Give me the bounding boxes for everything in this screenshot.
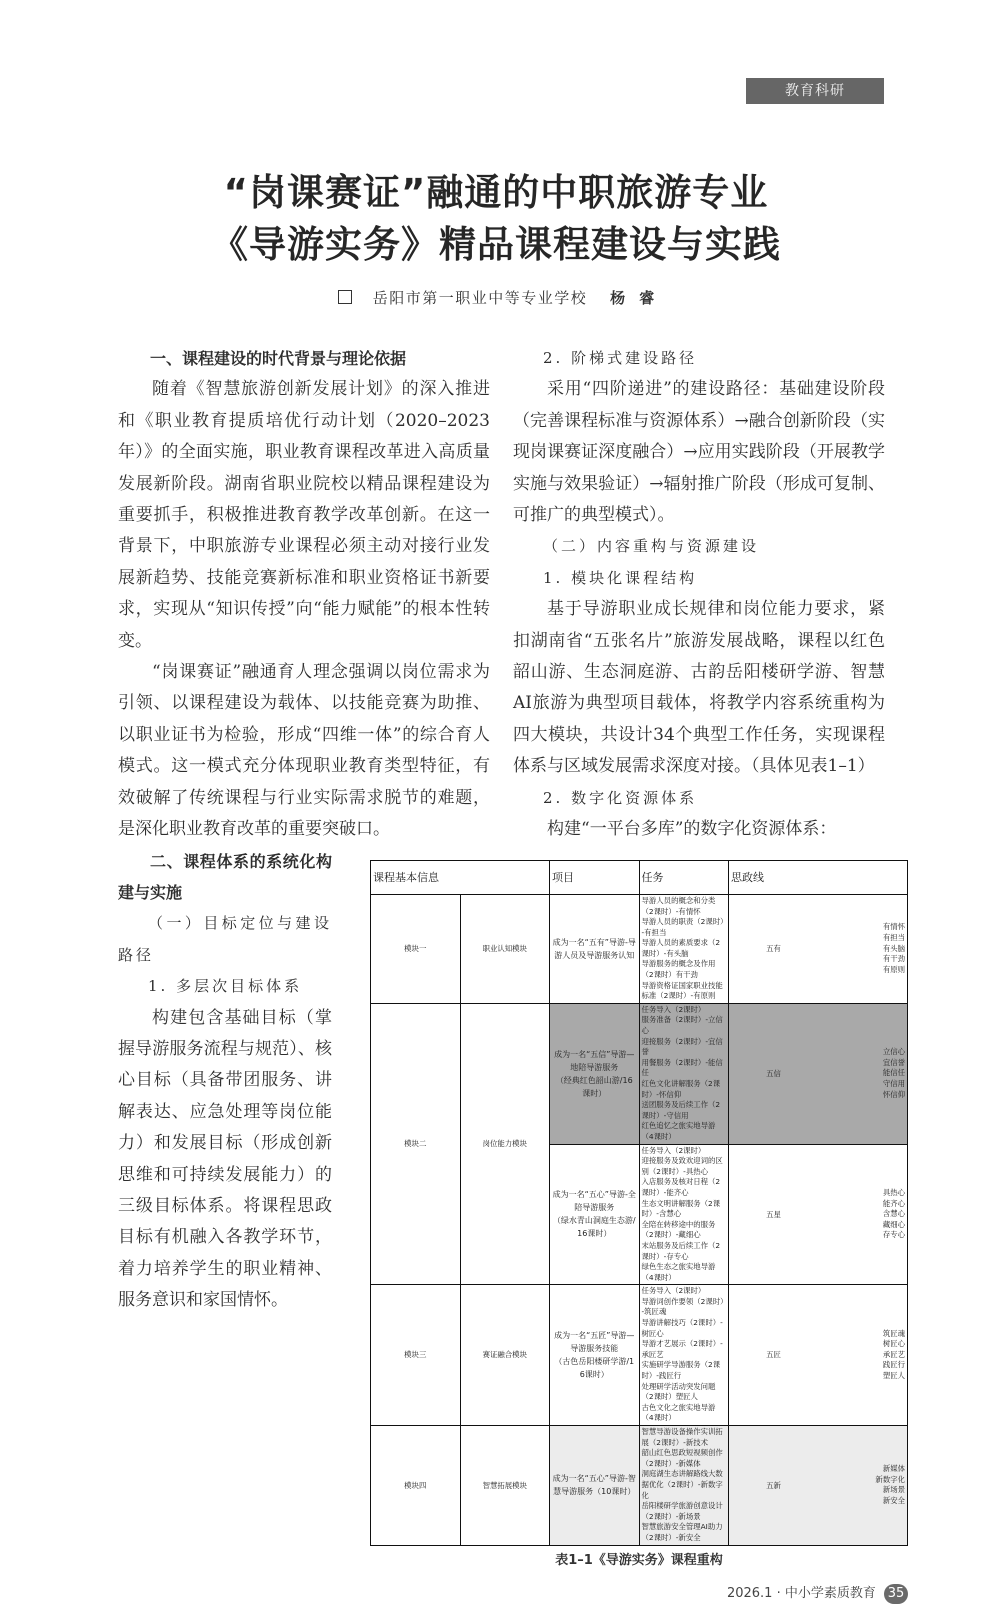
task-item: 服务准备（2课时）-立信心 xyxy=(641,1015,723,1036)
ideology-values xyxy=(818,1285,908,1426)
project-title: 成为一名“五信”导游—地陪导游服务 xyxy=(554,1049,635,1072)
ideology-value: 具热心 xyxy=(882,1187,905,1197)
ideology-value: 藏细心 xyxy=(882,1219,905,1229)
task-item: 任务导入（2课时） xyxy=(641,1004,706,1014)
task-item: 入店服务及核对日程（2课时）-能齐心 xyxy=(641,1177,721,1197)
article-body xyxy=(118,343,905,1604)
task-item: 红色追忆之旅实地导游（4课时） xyxy=(641,1121,716,1141)
ideology-value: 有原则 xyxy=(882,964,905,974)
task-item: 末站服务及后续工作（2课时）-存专心 xyxy=(641,1240,721,1261)
task-item: 岳阳楼研学旅游创意设计（2课时）-新场景 xyxy=(641,1501,723,1521)
table-row xyxy=(371,894,908,1003)
task-item: 导游讲解技巧（2课时）-树匠心 xyxy=(641,1318,723,1338)
task-item: 任务导入（2课时） xyxy=(641,1145,706,1155)
ideology-value: 存专心 xyxy=(882,1230,905,1240)
project-cell xyxy=(550,1144,640,1285)
project-cell xyxy=(550,1003,640,1144)
table-area xyxy=(370,860,908,1604)
ideology-value: 树匠心 xyxy=(882,1339,905,1349)
table-row xyxy=(371,1426,908,1546)
project-cell xyxy=(550,1426,640,1546)
task-item: 红色文化讲解服务（2课时）-怀信仰 xyxy=(641,1079,721,1099)
task-item: 绿色生态之旅实地导游（4课时） xyxy=(641,1262,716,1282)
task-item: 实施研学导游服务（2课时）-践匠行 xyxy=(641,1360,721,1381)
task-item: 导游人员的概念和分类（2课时）-有情怀 xyxy=(641,895,716,916)
task-item: 送团服务及后续工作（2课时）-守信用 xyxy=(641,1100,721,1120)
author-name: 杨睿 xyxy=(610,289,669,307)
task-cell xyxy=(639,1003,729,1144)
project-subtitle: （经典红色韶山游/16课时） xyxy=(555,1075,633,1098)
module-name: 智慧拓展模块 xyxy=(460,1426,550,1546)
project-subtitle: （绿水青山洞庭生态游/16课时） xyxy=(552,1216,636,1239)
subheading: 1. 多层次目标体系 xyxy=(148,977,303,996)
byline xyxy=(338,288,668,308)
ideology-label: 五信 xyxy=(729,1003,819,1144)
ideology-value: 新安全 xyxy=(882,1495,905,1505)
subheading: （二）内容重构与资源建设 xyxy=(543,537,760,556)
task-item: 韶山红色思政短视频创作（2课时）-新媒体 xyxy=(641,1448,723,1468)
left-column-lower xyxy=(118,846,332,1317)
project-cell xyxy=(550,894,640,1003)
project-cell xyxy=(550,1285,640,1426)
project-title: 成为一名“五匠”导游—导游服务技能 xyxy=(554,1331,635,1354)
task-item: 导游资格证国家职业技能标准（2课时）-有原则 xyxy=(641,980,723,1001)
paragraph: “岗课赛证”融通育人理念强调以岗位需求为引领、以课程建设为载体、以技能竞赛为助推、以职业证书为检验，形成“四维一体”的综合育人模式。这一模式充分体现职业教育类型特征，有效破解了传统课程与行业实际需求脱节的难题，是深化职业教育改革的重要突破口。 xyxy=(118,662,490,840)
ideology-value: 筑匠魂 xyxy=(882,1328,905,1338)
page-number: 35 xyxy=(884,1584,908,1604)
task-item: 洞庭湖生态讲解路线大数据优化（2课时）-新数字化 xyxy=(641,1469,723,1500)
subheading: 2. 阶梯式建设路径 xyxy=(543,349,698,367)
project-title: 成为一名“五有”导游-导游人员及导游服务认知 xyxy=(552,937,636,960)
task-item: 迎接服务及致欢迎词的区别（2课时）-具热心 xyxy=(641,1156,723,1176)
paragraph: 构建包含基础目标（掌握导游服务流程与规范）、核心目标（具备带团服务、讲解表达、应急处理等岗位能力）和发展目标（形成创新思维和可持续发展能力）的三级目标体系。将课程思政目标有机融入各教学环节，着力培养学生的职业精神、服务意识和家国情怀。 xyxy=(118,1007,332,1311)
table-row xyxy=(371,1285,908,1426)
paragraph: 随着《智慧旅游创新发展计划》的深入推进和《职业教育提质培优行动计划（2020–2023年）》的全面实施，职业教育课程改革进入高质量发展新阶段。湖南省职业院校以精品课程建设为重要抓手，积极推进教育教学改革创新。在这一背景下，中职旅游专业课程必须主动对接行业发展新趋势、技能竞赛新标准和职业资格证书新要求，实现从“知识传授”向“能力赋能”的根本性转变。 xyxy=(118,379,490,651)
task-item: 智慧导游设备操作实训拓展（2课时）-新技术 xyxy=(641,1427,723,1447)
page-footer xyxy=(370,1584,908,1604)
task-cell xyxy=(639,894,729,1003)
heading-section-2: 二、课程体系的系统化构建与实施 xyxy=(118,851,332,902)
module-id: 模块三 xyxy=(371,1285,461,1426)
task-item: 智慧旅游安全管理AI助力（2课时）-新安全 xyxy=(641,1522,723,1542)
module-id: 模块二 xyxy=(371,1003,461,1284)
ideology-values xyxy=(818,1003,908,1144)
heading-section-1: 一、课程建设的时代背景与理论依据 xyxy=(150,349,407,368)
issue-info: 2026.1 · 中小学素质教育 xyxy=(726,1585,876,1601)
task-item: 导游人员的职责（2课时）-有担当 xyxy=(641,917,724,937)
task-item: 处理研学活动突发问题（2课时）塑匠人 xyxy=(641,1381,716,1402)
table-caption: 表1–1《导游实务》课程重构 xyxy=(555,1552,723,1568)
task-cell xyxy=(639,1426,729,1546)
ideology-value: 承匠艺 xyxy=(882,1349,905,1359)
project-subtitle: （古色岳阳楼研学游/16课时） xyxy=(554,1357,635,1380)
ideology-value: 塑匠人 xyxy=(882,1371,905,1381)
task-item: 全陪在转移途中的服务（2课时）-藏细心 xyxy=(641,1219,716,1240)
ideology-value: 怀信仰 xyxy=(882,1089,905,1099)
byline-box-icon xyxy=(338,290,352,304)
article-title-line-1: “岗课赛证”融通的中职旅游专业 xyxy=(223,171,769,214)
ideology-value: 有情怀 xyxy=(882,922,905,932)
table-header: 课程基本信息 xyxy=(371,860,550,894)
project-title: 成为一名“五心”导游-智慧导游服务（10课时） xyxy=(552,1474,636,1497)
task-item: 任务导入（2课时） xyxy=(641,1286,706,1296)
table-header-row xyxy=(371,860,908,894)
task-item: 导游才艺展示（2课时）-承匠艺 xyxy=(641,1339,723,1359)
task-item: 导游人员的素质要求（2课时）-有头脑 xyxy=(641,938,721,958)
ideology-values xyxy=(818,894,908,1003)
article-title-line-2: 《导游实务》精品课程建设与实践 xyxy=(211,223,781,266)
table-row xyxy=(371,1003,908,1144)
ideology-value: 有担当 xyxy=(882,932,905,942)
ideology-value: 有头脑 xyxy=(882,943,905,953)
right-column xyxy=(373,343,905,1604)
subheading: 1. 模块化课程结构 xyxy=(543,568,698,587)
task-item: 古色文化之旅实地导游（4课时） xyxy=(641,1402,716,1423)
module-name: 赛证融合模块 xyxy=(460,1285,550,1426)
subheading: 2. 数字化资源体系 xyxy=(543,788,698,807)
ideology-label: 五新 xyxy=(729,1426,819,1546)
section-tag: 教育科研 xyxy=(746,78,884,104)
ideology-value: 新场景 xyxy=(882,1485,905,1495)
table-header: 项目 xyxy=(550,860,640,894)
paragraph: 基于导游职业成长规律和岗位能力要求，紧扣湖南省“五张名片”旅游发展战略，课程以红色韶山游、生态洞庭游、古韵岳阳楼研学游、智慧AI旅游为典型项目载体，将教学内容系统重构为四大模块，共设计34个典型工作任务，实现课程体系与区域发展需求深度对接。（具体见表1–1） xyxy=(513,599,885,777)
ideology-value: 能齐心 xyxy=(882,1198,905,1208)
ideology-value: 有干劲 xyxy=(882,954,905,964)
author-school: 岳阳市第一职业中等专业学校 xyxy=(372,289,588,307)
ideology-value: 宜信誉 xyxy=(882,1057,905,1067)
module-name: 岗位能力模块 xyxy=(460,1003,550,1284)
subheading: （一）目标定位与建设路径 xyxy=(118,914,332,964)
ideology-value: 践匠行 xyxy=(882,1360,905,1370)
table-header: 思政线 xyxy=(729,860,908,894)
task-item: 迎接服务（2课时）-宜信誉 xyxy=(641,1036,723,1057)
project-title: 成为一名“五心”导游-全陪导游服务 xyxy=(552,1190,636,1213)
task-cell xyxy=(639,1144,729,1285)
paragraph: 采用“四阶递进”的建设路径：基础建设阶段（完善课程标准与资源体系）→融合创新阶段（实现岗课赛证深度融合）→应用实践阶段（开展教学实施与效果验证）→辐射推广阶段（形成可复制、可推广的典型模式）。 xyxy=(513,379,885,526)
module-id: 模块一 xyxy=(371,894,461,1003)
ideology-value: 新数字化 xyxy=(875,1474,905,1484)
ideology-value: 含慧心 xyxy=(882,1209,905,1219)
ideology-label: 五星 xyxy=(729,1144,819,1285)
paragraph: 构建“一平台多库”的数字化资源体系： xyxy=(547,819,837,840)
task-item: 用餐服务（2课时）-能信任 xyxy=(641,1057,723,1078)
module-name: 职业认知模块 xyxy=(460,894,550,1003)
task-item: 生态文明讲解服务（2课时）-含慧心 xyxy=(641,1198,721,1219)
task-item: 导游服务的概念及作用（2课时）有干劲 xyxy=(641,959,716,980)
ideology-values xyxy=(818,1426,908,1546)
ideology-value: 守信用 xyxy=(882,1079,905,1088)
ideology-value: 能信任 xyxy=(882,1068,905,1078)
ideology-value: 立信心 xyxy=(882,1047,905,1057)
course-table xyxy=(370,860,908,1546)
ideology-label: 五匠 xyxy=(729,1285,819,1426)
task-item: 导游词创作要领（2课时）-筑匠魂 xyxy=(641,1296,724,1317)
task-cell xyxy=(639,1285,729,1426)
module-id: 模块四 xyxy=(371,1426,461,1546)
ideology-values xyxy=(818,1144,908,1285)
ideology-value: 新媒体 xyxy=(882,1464,905,1474)
table-header: 任务 xyxy=(639,860,729,894)
ideology-label: 五有 xyxy=(729,894,819,1003)
